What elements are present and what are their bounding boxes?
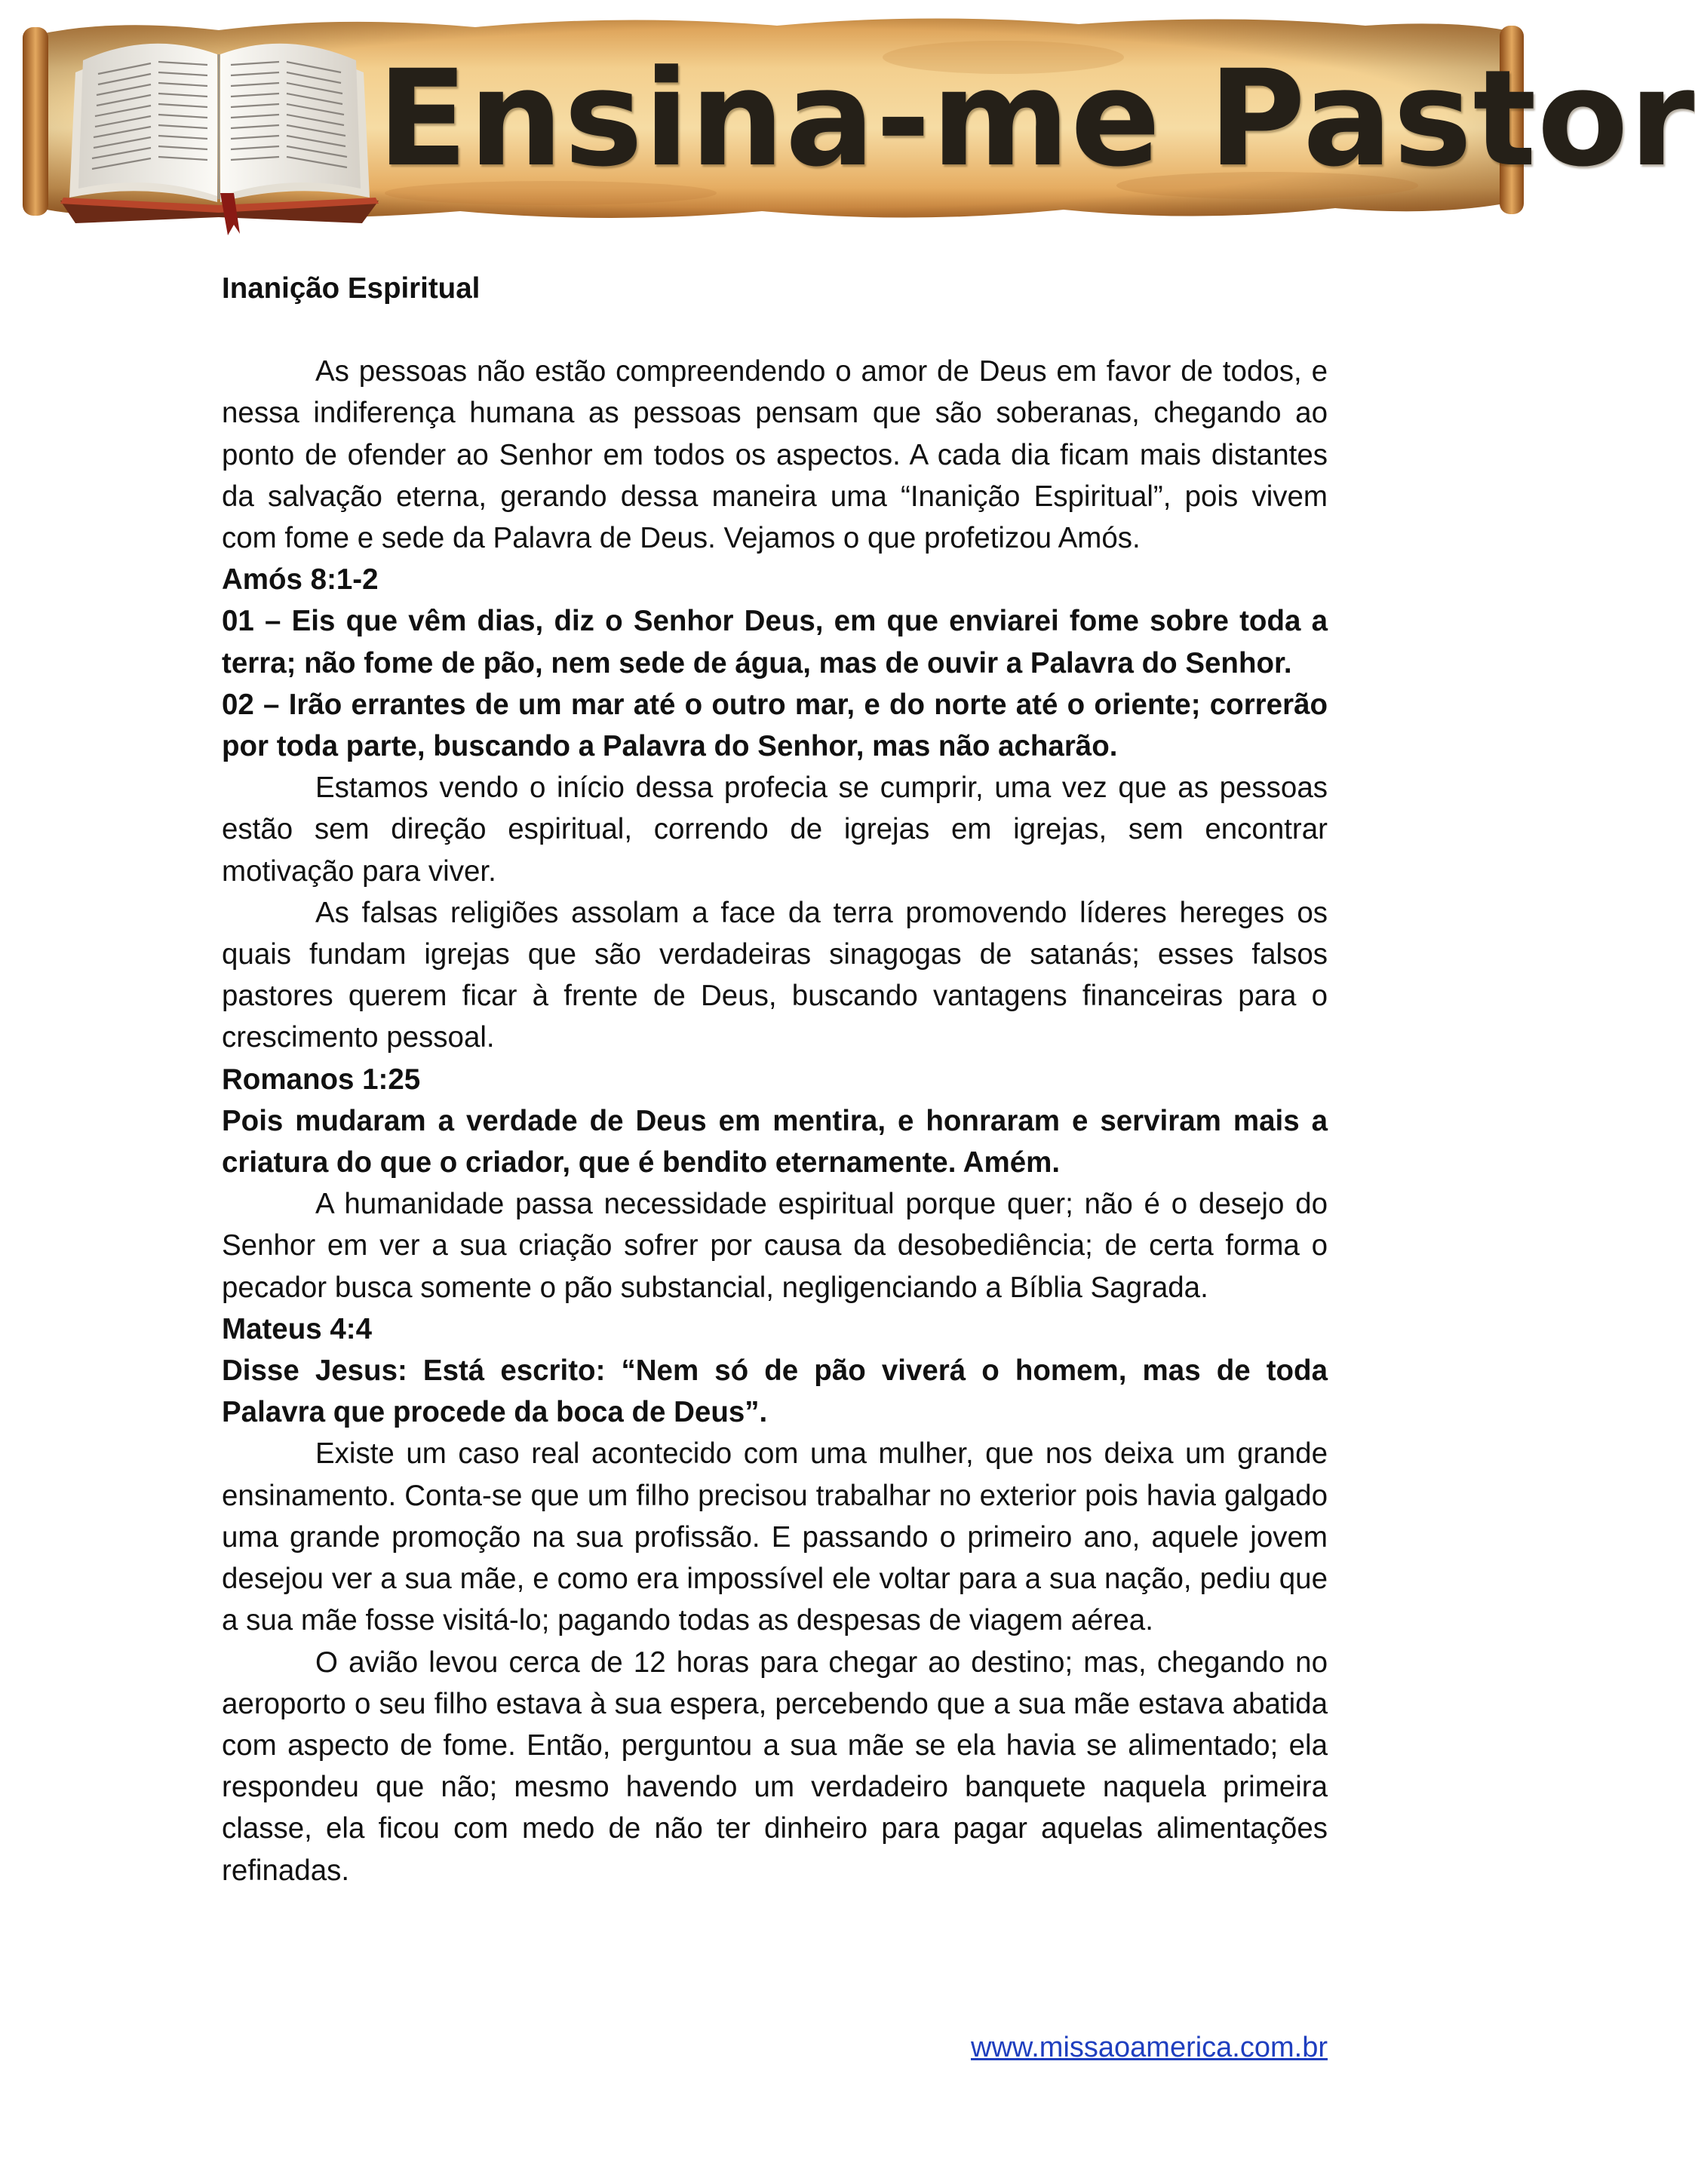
scripture-reference: Romanos 1:25 [222, 1063, 421, 1096]
paragraph: As pessoas não estão compreendendo o amor de Deus em favor de todos, e nessa indiferença humana as pessoas pensam que são soberanas, chegando ao ponto de ofender ao Senhor em todos os aspectos. A cada dia ficam mais distantes da salvação eterna, gerando dessa maneira uma “Inanição Espiritual”, pois vivem com fome e sede da Palavra de Deus. Vejamos o que profetizou Amós. [222, 355, 1328, 555]
scripture-verse: 01 – Eis que vêm dias, diz o Senhor Deus, em que enviarei fome sobre toda a terra; não fome de pão, nem sede de água, mas de ouvir a Palavra do Senhor. [222, 605, 1328, 679]
scripture-verse: Disse Jesus: Está escrito: “Nem só de pão viverá o homem, mas de toda Palavra que procede da boca de Deus”. [222, 1354, 1328, 1429]
site-banner [23, 5, 1695, 231]
paragraph: Existe um caso real acontecido com uma mulher, que nos deixa um grande ensinamento. Conta-se que um filho precisou trabalhar no exterior pois havia galgado uma grande promoção na sua profissão. E passando o primeiro ano, aquele jovem desejou ver a sua mãe, e como era impossível ele voltar para a sua nação, pediu que a sua mãe fosse visitá-lo; pagando todas as despesas de viagem aérea. [222, 1437, 1328, 1637]
website-link[interactable]: www.missaoamerica.com.br [971, 2032, 1328, 2063]
article [222, 268, 1328, 1891]
scripture-verse: Pois mudaram a verdade de Deus em mentira, e honraram e serviram mais a criatura do que o criador, que é bendito eternamente. Amém. [222, 1104, 1328, 1179]
scripture-verse: 02 – Irão errantes de um mar até o outro mar, e do norte até o oriente; correrão por toda parte, buscando a Palavra do Senhor, mas não acharão. [222, 688, 1328, 763]
site-title: Ensina-me Pastor [377, 41, 1695, 196]
paragraph: Estamos vendo o início dessa profecia se cumprir, uma vez que as pessoas estão sem direção espiritual, correndo de igrejas em igrejas, sem encontrar motivação para viver. [222, 771, 1328, 888]
open-bible-icon [53, 12, 385, 238]
paragraph: As falsas religiões assolam a face da terra promovendo líderes hereges os quais fundam igrejas que são verdadeiras sinagogas de satanás; esses falsos pastores querem ficar à frente de Deus, buscando vantagens financeiras para o crescimento pessoal. [222, 896, 1328, 1054]
paragraph: O avião levou cerca de 12 horas para chegar ao destino; mas, chegando no aeroporto o seu filho estava à sua espera, percebendo que a sua mãe estava abatida com aspecto de fome. Então, perguntou a sua mãe se ela havia se alimentado; ela respondeu que não; mesmo havendo um verdadeiro banquete naquela primeira classe, ela ficou com medo de não ter dinheiro para pagar aquelas alimentações refinadas. [222, 1646, 1328, 1887]
article-title: Inanição Espiritual [222, 272, 481, 305]
paragraph: A humanidade passa necessidade espiritual porque quer; não é o desejo do Senhor em ver a sua criação sofrer por causa da desobediência; de certa forma o pecador busca somente o pão substancial, negligenciando a Bíblia Sagrada. [222, 1188, 1328, 1304]
scripture-reference: Amós 8:1-2 [222, 563, 379, 597]
scripture-reference: Mateus 4:4 [222, 1312, 372, 1345]
